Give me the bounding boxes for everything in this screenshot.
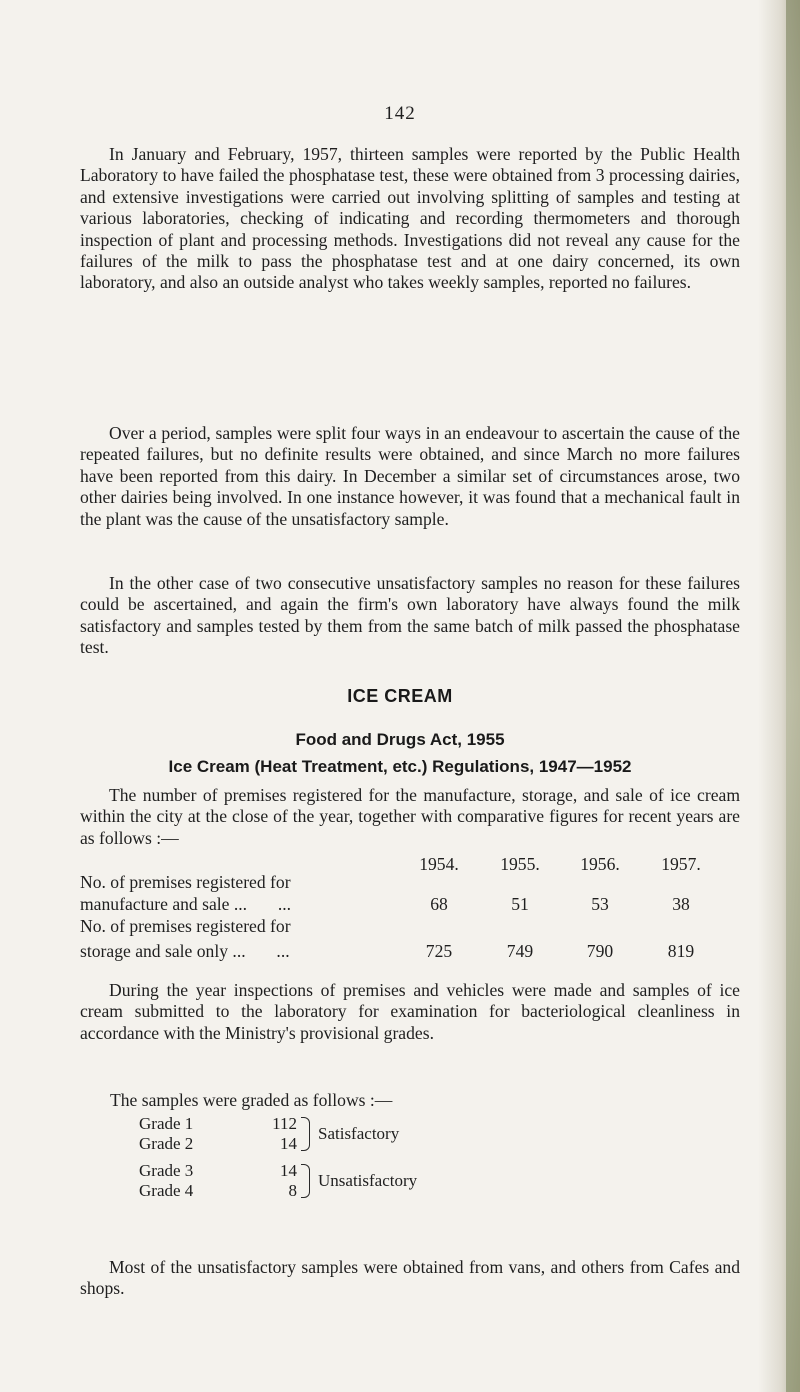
paragraph-other-case: In the other case of two consecutive unsatisfactory samples no reason for these failures could be ascertained, and again the firm's own laboratory have always found the milk satisfactory and samples tested by them from the same batch of milk passed the phosphatase test. — [80, 573, 740, 658]
grade-count: 14 — [280, 1134, 297, 1153]
table-cell: 68 — [430, 894, 448, 914]
grade-count: 14 — [280, 1161, 297, 1180]
row-label: storage and sale only ... ... — [80, 941, 290, 961]
subheading-regulations: Ice Cream (Heat Treatment, etc.) Regulations, 1947—1952 — [168, 757, 632, 776]
row-label: manufacture and sale ... ... — [80, 894, 292, 914]
grade-result-unsatisfactory: Unsatisfactory — [318, 1171, 418, 1190]
grading-intro: The samples were graded as follows :— — [110, 1090, 393, 1110]
table-row — [80, 893, 740, 915]
year-header: 1956. — [580, 854, 620, 874]
year-header: 1955. — [500, 854, 540, 874]
grade-count: 8 — [288, 1181, 297, 1200]
table-cell: 38 — [672, 894, 690, 914]
table-row — [80, 915, 740, 937]
table-cell: 790 — [586, 941, 614, 961]
grade-label: Grade 1 — [139, 1114, 194, 1133]
paragraph-inspections: During the year inspections of premises and vehicles were made and samples of ice cream submitted to the laboratory for examination for bacteriological cleanliness in accordance with the Ministry's provisional grades. — [80, 980, 740, 1043]
paragraph-closing: Most of the unsatisfactory samples were obtained from vans, and others from Cafes and shops. — [80, 1257, 740, 1299]
table-row — [80, 940, 740, 962]
paragraph-premises-intro: The number of premises registered for the manufacture, storage, and sale of ice cream within the city at the close of the year, together with comparative figures for recent years are as follows :— — [80, 785, 740, 848]
row-label: No. of premises registered for — [80, 872, 291, 892]
paragraph-phosphatase-failures: In January and February, 1957, thirteen samples were reported by the Public Health Laboratory to have failed the phosphatase test, these were obtained from 3 processing dairies, and extensive investigations were carried out involving splitting of samples and testing at various laboratories, checking of indicating and recording thermometers and thorough inspection of plant and processing methods. Investigations did not reveal any cause for the failures of the milk to pass the phosphatase test and at one dairy concerned, its own laboratory, and also an outside analyst who takes weekly samples, reported no failures. — [80, 144, 740, 293]
grade-result-satisfactory: Satisfactory — [318, 1124, 400, 1143]
grade-label: Grade 4 — [139, 1181, 194, 1200]
row-label: No. of premises registered for — [80, 916, 291, 936]
table-cell: 51 — [511, 894, 529, 914]
brace-satisfactory — [301, 1117, 310, 1151]
page-number: 142 — [384, 103, 416, 124]
table-cell: 725 — [425, 941, 453, 961]
grade-label: Grade 2 — [139, 1134, 194, 1153]
table-cell: 53 — [591, 894, 609, 914]
section-heading-ice-cream: ICE CREAM — [347, 686, 453, 706]
table-cell: 819 — [667, 941, 695, 961]
brace-unsatisfactory — [301, 1164, 310, 1198]
year-header: 1957. — [661, 854, 701, 874]
grade-label: Grade 3 — [139, 1161, 194, 1180]
paragraph-split-samples: Over a period, samples were split four ways in an endeavour to ascertain the cause of the repeated failures, but no definite results were obtained, and since March no more failures have been reported from this dairy. In December a similar set of circumstances arose, two other dairies being involved. In one instance however, it was found that a mechanical fault in the plant was the cause of the unsatisfactory sample. — [80, 423, 740, 529]
subheading-act: Food and Drugs Act, 1955 — [295, 730, 505, 749]
table-row — [80, 871, 740, 893]
year-header: 1954. — [419, 854, 459, 874]
table-cell: 749 — [506, 941, 534, 961]
grade-count: 112 — [272, 1114, 297, 1133]
